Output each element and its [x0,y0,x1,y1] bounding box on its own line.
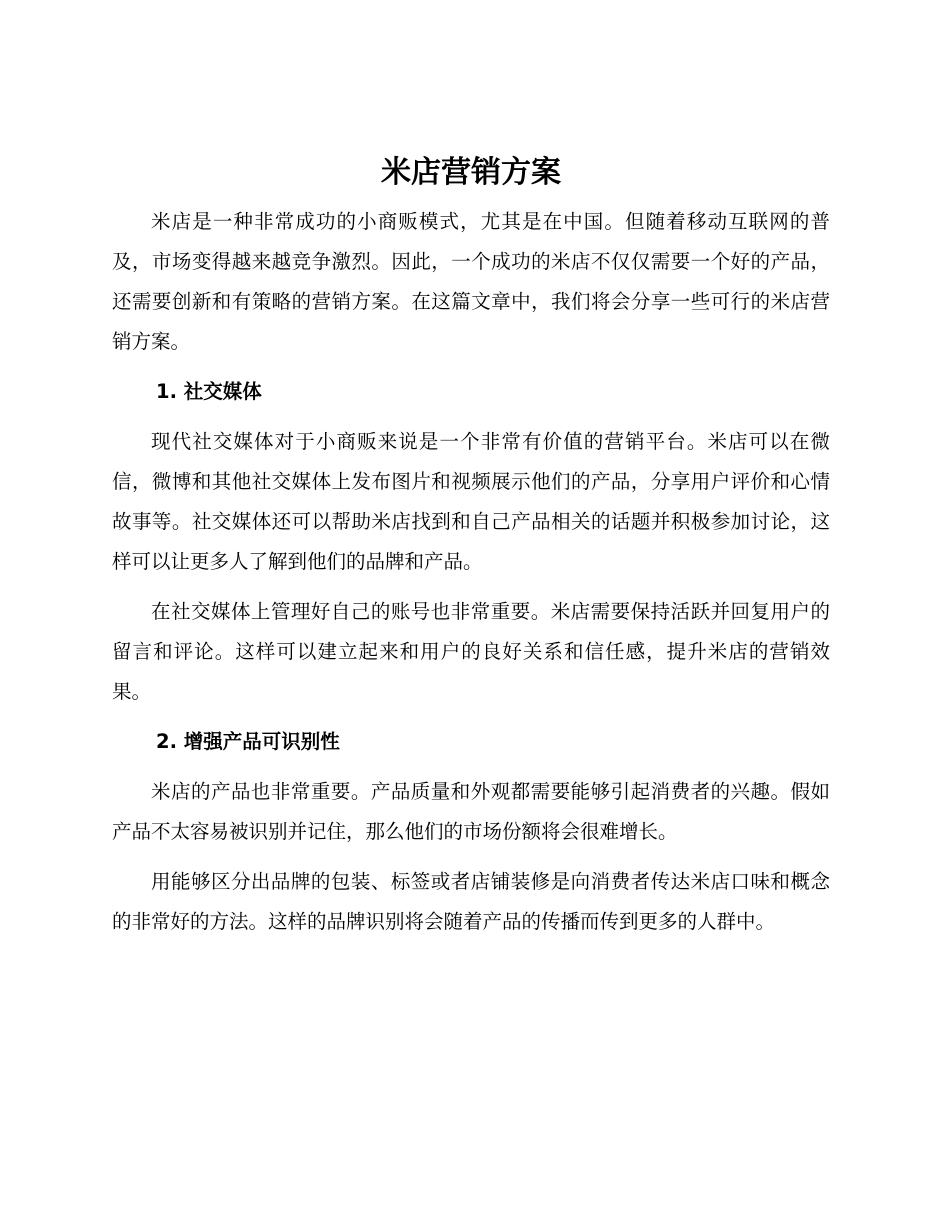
section-heading-product-recognition: 2. 增强产品可识别性 [156,730,340,753]
section-2-paragraph-1: 米店的产品也非常重要。产品质量和外观都需要能够引起消费者的兴趣。假如产品不太容易被识别并记住，那么他们的市场份额将会很难增长。 [112,780,830,843]
document-title: 米店营销方案 [381,155,561,190]
document-body [112,150,830,942]
intro-paragraph: 米店是一种非常成功的小商贩模式，尤其是在中国。但随着移动互联网的普及，市场变得越来越竞争激烈。因此，一个成功的米店不仅仅需要一个好的产品，还需要创新和有策略的营销方案。在这篇文章中，我们将会分享一些可行的米店营销方案。 [112,210,830,353]
section-heading-social-media: 1. 社交媒体 [156,380,262,403]
section-1-paragraph-2: 在社交媒体上管理好自己的账号也非常重要。米店需要保持活跃并回复用户的留言和评论。这样可以建立起来和用户的良好关系和信任感，提升米店的营销效果。 [112,600,830,703]
section-2-paragraph-2: 用能够区分出品牌的包装、标签或者店铺装修是向消费者传达米店口味和概念的非常好的方法。这样的品牌识别将会随着产品的传播而传到更多的人群中。 [112,870,830,933]
section-1-paragraph-1: 现代社交媒体对于小商贩来说是一个非常有价值的营销平台。米店可以在微信，微博和其他社交媒体上发布图片和视频展示他们的产品，分享用户评价和心情故事等。社交媒体还可以帮助米店找到和自己产品相关的话题并积极参加讨论，这样可以让更多人了解到他们的品牌和产品。 [112,430,830,573]
